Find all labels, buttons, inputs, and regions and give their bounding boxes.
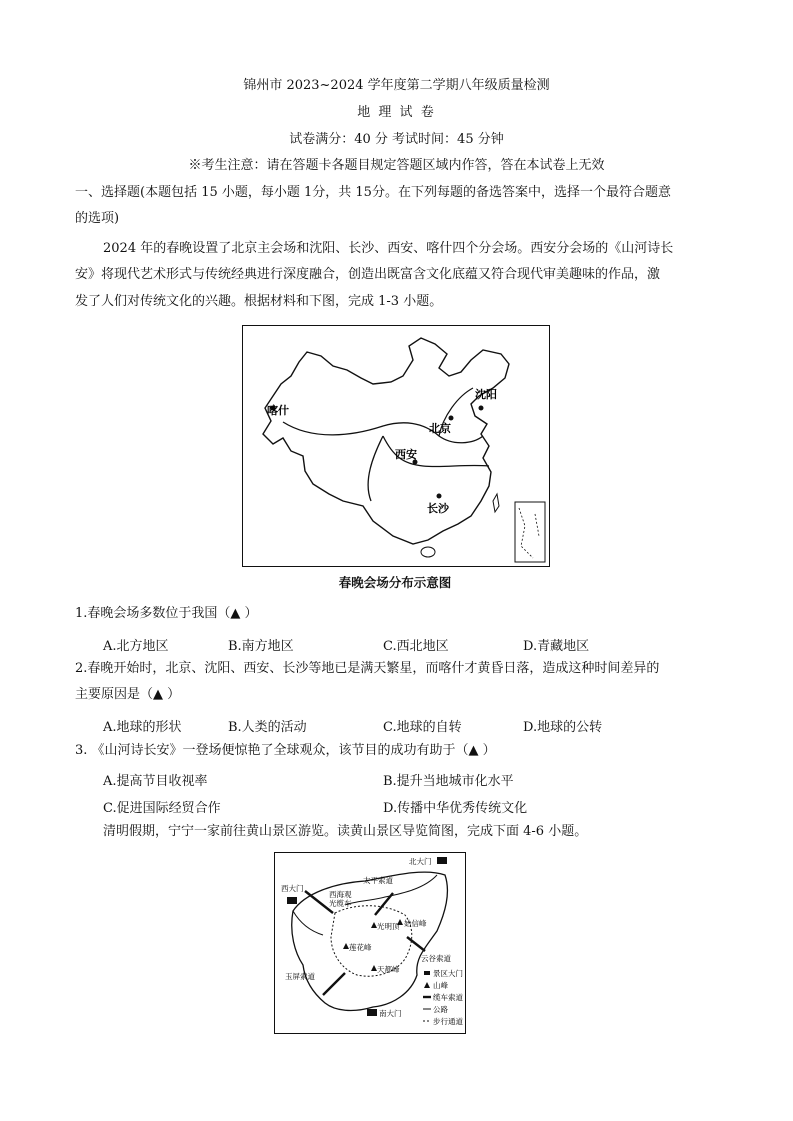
china-map-svg xyxy=(243,326,549,566)
q1-option-d[interactable]: D.青藏地区 xyxy=(523,639,590,654)
guangming-label: 光明顶 xyxy=(377,922,400,931)
legend-road: 公路 xyxy=(433,1005,448,1014)
xian-label: 西安 xyxy=(395,448,417,461)
exam-title: 锦州市 2023~2024 学年度第二学期八年级质量检测 xyxy=(243,78,550,93)
yuping-label: 玉屏索道 xyxy=(285,972,315,981)
shixin-label: 始信峰 xyxy=(404,919,427,928)
map1-caption: 春晚会场分布示意图 xyxy=(338,575,452,590)
road-west xyxy=(293,911,323,935)
shenyang-dot xyxy=(479,406,484,411)
yungu-label: 云谷索道 xyxy=(421,954,451,963)
q1-option-a[interactable]: A.北方地区 xyxy=(103,639,169,654)
score-time: 试卷满分：40 分 考试时间：45 分钟 xyxy=(289,132,504,147)
q3-option-a[interactable]: A.提高节目收视率 xyxy=(103,774,208,789)
q3-option-b[interactable]: B.提升当地城市化水平 xyxy=(383,774,514,789)
scenic-boundary xyxy=(292,872,448,1010)
footpath-loop xyxy=(331,906,412,976)
changsha-label: 长沙 xyxy=(427,502,449,515)
q2-option-a[interactable]: A.地球的形状 xyxy=(103,720,182,735)
q3-option-c[interactable]: C.促进国际经贸合作 xyxy=(103,801,221,816)
region-boundary-west xyxy=(368,436,383,501)
xihai-label-line2: 光缆车 xyxy=(329,899,352,908)
south-sea-inset xyxy=(515,502,545,562)
legend-peak: 山峰 xyxy=(433,981,448,990)
beijing-dot xyxy=(449,416,454,421)
legend-cable: 缆车索道 xyxy=(433,993,463,1002)
north-gate-icon xyxy=(437,857,447,864)
xihai-label-line1: 西海观 xyxy=(329,890,352,899)
china-map xyxy=(242,325,550,567)
material2-text: 清明假期，宁宁一家前往黄山景区游览。读黄山景区导览简图，完成下面 4-6 小题。 xyxy=(103,824,588,839)
material1-line3: 发了人们对传统文化的兴趣。根据材料和下图，完成 1-3 小题。 xyxy=(75,294,443,309)
region-boundary-north xyxy=(283,422,483,443)
legend-footpath: 步行通道 xyxy=(433,1017,463,1026)
west-gate-icon xyxy=(287,897,297,904)
lianhua-label: 莲花峰 xyxy=(349,943,372,952)
q1-option-b[interactable]: B.南方地区 xyxy=(228,639,294,654)
hainan-island xyxy=(421,547,435,557)
q3-option-d[interactable]: D.传播中华优秀传统文化 xyxy=(383,801,528,816)
q1-option-c[interactable]: C.西北地区 xyxy=(383,639,449,654)
q2-option-b[interactable]: B.人类的活动 xyxy=(228,720,307,735)
kashi-label: 喀什 xyxy=(267,404,289,417)
material1-line2: 安》将现代艺术形式与传统经典进行深度融合，创造出既富含文化底蕴又符合现代审美趣味的作品，激 xyxy=(75,267,661,282)
legend-gate-icon xyxy=(424,971,430,975)
taiping-cable xyxy=(375,893,393,915)
north-gate-label: 北大门 xyxy=(409,857,432,866)
section-heading-line1: 一、选择题(本题包括 15 小题，每小题 1分，共 15分。在下列每题的备选答案中，选择一个最符合题意 xyxy=(75,185,671,200)
q3-stem: 3. 《山河诗长安》一登场便惊艳了全球观众，该节目的成功有助于（▲ ） xyxy=(75,743,496,758)
q1-stem: 1.春晚会场多数位于我国（▲ ） xyxy=(75,606,258,621)
section-heading-line2: 的选项) xyxy=(75,211,120,226)
changsha-dot xyxy=(437,494,442,499)
legend-peak-icon xyxy=(424,982,430,988)
taiping-label: 太平索道 xyxy=(363,876,393,885)
exam-subject: 地 理 试 卷 xyxy=(357,105,436,120)
huangshan-map xyxy=(274,852,466,1034)
south-gate-label: 南大门 xyxy=(379,1009,402,1018)
exam-notice: ※考生注意：请在答题卡各题目规定答题区域内作答，答在本试卷上无效 xyxy=(188,158,605,173)
map2-legend xyxy=(423,968,463,1026)
legend-gate: 景区大门 xyxy=(433,969,463,978)
tiandu-label: 天都峰 xyxy=(377,965,400,974)
q2-stem-line1: 2.春晚开始时，北京、沈阳、西安、长沙等地已是满天繁星，而喀什才黄昏日落，造成这种时间差异的 xyxy=(75,661,660,676)
west-gate-label: 西大门 xyxy=(281,884,304,893)
q2-stem-line2: 主要原因是（▲ ） xyxy=(75,687,181,702)
taiwan-island xyxy=(493,494,499,512)
huangshan-map-svg xyxy=(275,853,465,1033)
beijing-label: 北京 xyxy=(429,422,451,435)
south-gate-icon xyxy=(367,1009,377,1016)
yuping-cable xyxy=(323,973,345,995)
q2-option-c[interactable]: C.地球的自转 xyxy=(383,720,462,735)
material1-line1: 2024 年的春晚设置了北京主会场和沈阳、长沙、西安、喀什四个分会场。西安分会场的《山河诗长 xyxy=(103,241,674,256)
q2-option-d[interactable]: D.地球的公转 xyxy=(523,720,603,735)
shenyang-label: 沈阳 xyxy=(475,388,497,401)
